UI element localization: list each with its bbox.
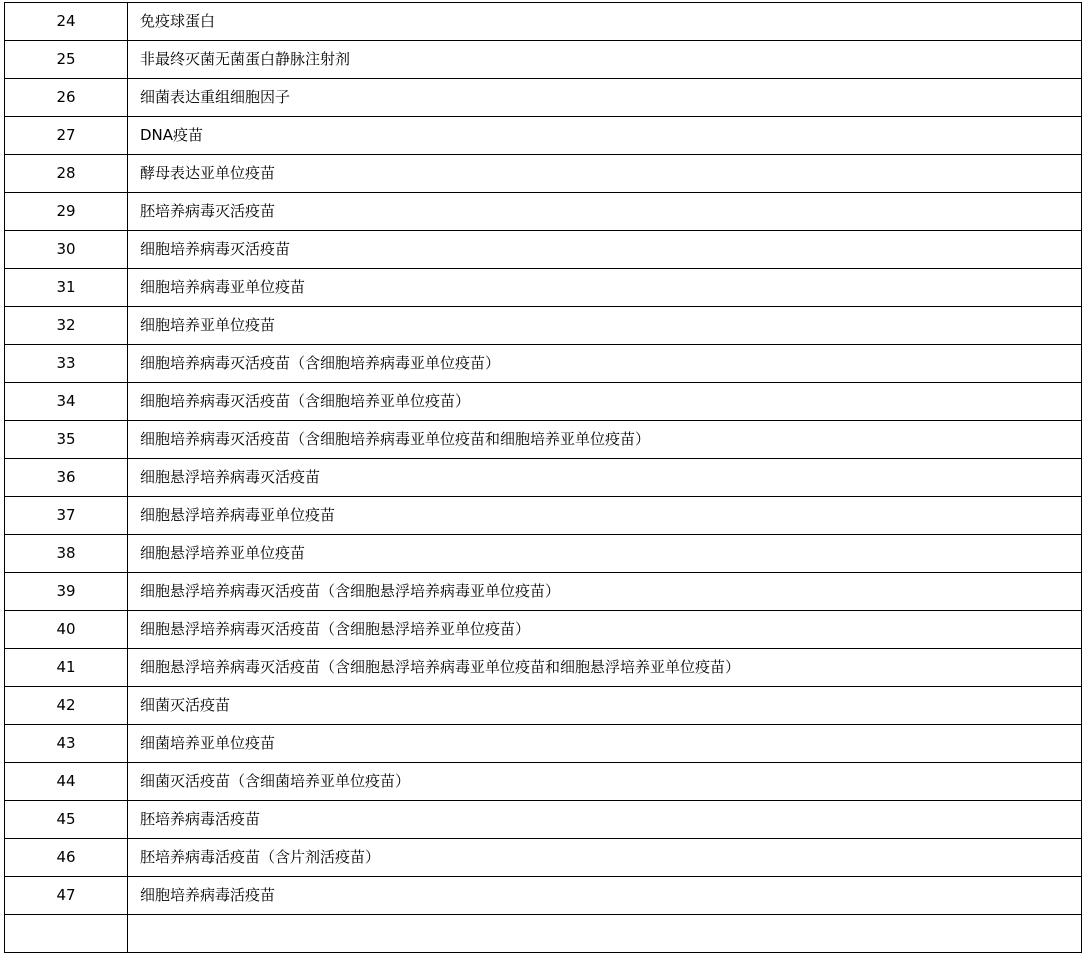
row-number-cell: 29: [5, 193, 128, 231]
product-name-cell: 细胞悬浮培养亚单位疫苗: [128, 535, 1082, 573]
table-row: [5, 801, 1082, 839]
table-row: [5, 41, 1082, 79]
table-row: [5, 573, 1082, 611]
table-row: [5, 307, 1082, 345]
row-number-cell: 34: [5, 383, 128, 421]
row-number-cell: 47: [5, 877, 128, 915]
row-number-cell: 46: [5, 839, 128, 877]
row-number-cell: 42: [5, 687, 128, 725]
product-name-cell: 细胞悬浮培养病毒灭活疫苗（含细胞悬浮培养病毒亚单位疫苗和细胞悬浮培养亚单位疫苗）: [128, 649, 1082, 687]
table-row: [5, 193, 1082, 231]
row-number-cell: 24: [5, 3, 128, 41]
row-number-cell: 32: [5, 307, 128, 345]
product-table: [4, 2, 1082, 953]
table-row: [5, 725, 1082, 763]
product-name-cell: 细菌培养亚单位疫苗: [128, 725, 1082, 763]
table-row: [5, 269, 1082, 307]
product-name-cell: 细胞悬浮培养病毒灭活疫苗（含细胞悬浮培养亚单位疫苗）: [128, 611, 1082, 649]
product-name-cell: 酵母表达亚单位疫苗: [128, 155, 1082, 193]
table-row: [5, 611, 1082, 649]
product-name-cell: [128, 915, 1082, 953]
row-number-cell: 39: [5, 573, 128, 611]
table-row: [5, 535, 1082, 573]
row-number-cell: 27: [5, 117, 128, 155]
row-number-cell: 31: [5, 269, 128, 307]
product-name-cell: 细胞培养病毒亚单位疫苗: [128, 269, 1082, 307]
table-row: [5, 497, 1082, 535]
row-number-cell: 28: [5, 155, 128, 193]
row-number-cell: 35: [5, 421, 128, 459]
table-row: [5, 687, 1082, 725]
row-number-cell: 30: [5, 231, 128, 269]
table-row: [5, 877, 1082, 915]
row-number-cell: 37: [5, 497, 128, 535]
product-name-cell: 细胞培养病毒活疫苗: [128, 877, 1082, 915]
product-name-cell: 非最终灭菌无菌蛋白静脉注射剂: [128, 41, 1082, 79]
row-number-cell: 25: [5, 41, 128, 79]
product-name-cell: 细胞悬浮培养病毒灭活疫苗（含细胞悬浮培养病毒亚单位疫苗）: [128, 573, 1082, 611]
row-number-cell: 40: [5, 611, 128, 649]
product-name-cell: 免疫球蛋白: [128, 3, 1082, 41]
table-row: [5, 345, 1082, 383]
table-row: [5, 117, 1082, 155]
row-number-cell: 36: [5, 459, 128, 497]
row-number-cell: 44: [5, 763, 128, 801]
row-number-cell: 45: [5, 801, 128, 839]
table-row: [5, 231, 1082, 269]
table-row: [5, 421, 1082, 459]
product-name-cell: 细胞悬浮培养病毒亚单位疫苗: [128, 497, 1082, 535]
product-name-cell: 胚培养病毒活疫苗: [128, 801, 1082, 839]
row-number-cell: 43: [5, 725, 128, 763]
product-name-cell: 细胞悬浮培养病毒灭活疫苗: [128, 459, 1082, 497]
row-number-cell: 33: [5, 345, 128, 383]
product-name-cell: 细菌灭活疫苗: [128, 687, 1082, 725]
product-name-cell: 细菌表达重组细胞因子: [128, 79, 1082, 117]
row-number-cell: 38: [5, 535, 128, 573]
table-row: [5, 155, 1082, 193]
product-name-cell: 细菌灭活疫苗（含细菌培养亚单位疫苗）: [128, 763, 1082, 801]
table-row: [5, 763, 1082, 801]
product-name-cell: 胚培养病毒灭活疫苗: [128, 193, 1082, 231]
product-table-body: [5, 3, 1082, 953]
table-row: [5, 3, 1082, 41]
table-row: [5, 839, 1082, 877]
row-number-cell: 26: [5, 79, 128, 117]
product-name-cell: DNA疫苗: [128, 117, 1082, 155]
product-name-cell: 胚培养病毒活疫苗（含片剂活疫苗）: [128, 839, 1082, 877]
row-number-cell: [5, 915, 128, 953]
table-row: [5, 79, 1082, 117]
table-row: [5, 649, 1082, 687]
table-row: [5, 383, 1082, 421]
row-number-cell: 41: [5, 649, 128, 687]
table-row: [5, 459, 1082, 497]
product-name-cell: 细胞培养病毒灭活疫苗（含细胞培养病毒亚单位疫苗）: [128, 345, 1082, 383]
product-name-cell: 细胞培养病毒灭活疫苗: [128, 231, 1082, 269]
product-name-cell: 细胞培养病毒灭活疫苗（含细胞培养病毒亚单位疫苗和细胞培养亚单位疫苗）: [128, 421, 1082, 459]
table-row: [5, 915, 1082, 953]
product-name-cell: 细胞培养亚单位疫苗: [128, 307, 1082, 345]
product-name-cell: 细胞培养病毒灭活疫苗（含细胞培养亚单位疫苗）: [128, 383, 1082, 421]
